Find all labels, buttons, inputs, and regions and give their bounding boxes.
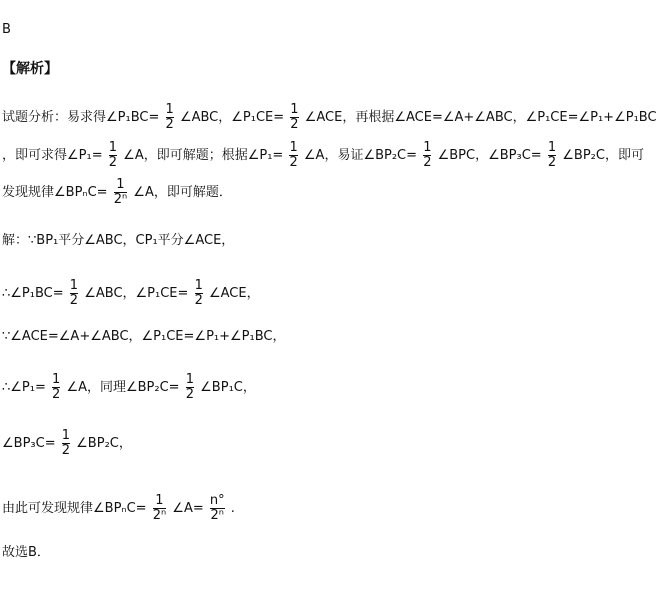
section-title: 【解析】: [2, 61, 58, 77]
text: ∠A，同理∠BP₂C=: [66, 380, 180, 395]
text: 发现规律∠BPₙC=: [2, 185, 108, 200]
text: .: [230, 501, 235, 516]
fraction-half: $\frac{1}{2}$: [289, 140, 298, 170]
text: 试题分析：易求得∠P₁BC=: [2, 110, 160, 125]
text: ∠BP₂C，: [76, 436, 132, 451]
solution-line-4: [2, 374, 256, 401]
solution-line-2: [2, 280, 260, 307]
text: ∴∠P₁BC=: [2, 286, 64, 301]
solution-line-1: 解：∵BP₁平分∠ABC，CP₁平分∠ACE，: [2, 233, 235, 248]
fraction-n-over-power: $\frac{n^\circ}{\text{2ⁿ}}$: [209, 493, 225, 523]
text: ∠BP₁C，: [200, 380, 256, 395]
text: ∠A，易证∠BP₂C=: [303, 148, 418, 163]
text: ∠ACE，: [208, 286, 260, 301]
fraction-half: $\frac{1}{2}$: [194, 278, 203, 308]
text: ，即可求得∠P₁=: [2, 148, 103, 163]
solution-line-5: [2, 430, 132, 457]
solution-line-3: ∵∠ACE=∠A+∠ABC，∠P₁CE=∠P₁+∠P₁BC，: [2, 329, 286, 344]
fraction-half: $\frac{1}{2}$: [423, 140, 432, 170]
text: ∠BP₃C=: [2, 436, 56, 451]
analysis-line-2: [2, 142, 644, 169]
solution-line-7: 故选B．: [2, 545, 50, 560]
text: ∠BP₂C，即可: [562, 148, 644, 163]
fraction-half: $\frac{1}{2}$: [108, 140, 118, 170]
text: ∠A，即可解题．: [133, 185, 232, 200]
fraction-half: $\frac{1}{2}$: [52, 372, 61, 402]
fraction-half: $\frac{1}{2}$: [185, 372, 195, 402]
analysis-line-1: [2, 104, 657, 131]
answer-letter: B: [2, 22, 11, 37]
text: ∴∠P₁=: [2, 380, 46, 395]
solution-line-6: [2, 495, 235, 522]
text: ∠ABC，∠P₁CE=: [179, 110, 285, 125]
fraction-half: $\frac{1}{2}$: [165, 102, 174, 132]
text: ∠A=: [172, 501, 204, 516]
text: ∠ABC，∠P₁CE=: [84, 286, 189, 301]
text: 由此可发现规律∠BPₙC=: [2, 501, 147, 516]
text: ∠ACE，再根据∠ACE=∠A+∠ABC，∠P₁CE=∠P₁+∠P₁BC: [304, 110, 657, 125]
fraction-half: $\frac{1}{2}$: [61, 428, 71, 458]
fraction-half: $\frac{1}{2}$: [69, 278, 79, 308]
fraction-half: $\frac{1}{2}$: [290, 102, 299, 132]
analysis-line-3: [2, 179, 232, 206]
text: ∠A，即可解题；根据∠P₁=: [123, 148, 284, 163]
fraction-power: $\frac{1}{\text{2ⁿ}}$: [152, 493, 167, 523]
fraction-half: $\frac{1}{2}$: [547, 140, 557, 170]
fraction-power: $\frac{1}{\text{2ⁿ}}$: [113, 177, 128, 207]
text: ∠BPC，∠BP₃C=: [437, 148, 542, 163]
